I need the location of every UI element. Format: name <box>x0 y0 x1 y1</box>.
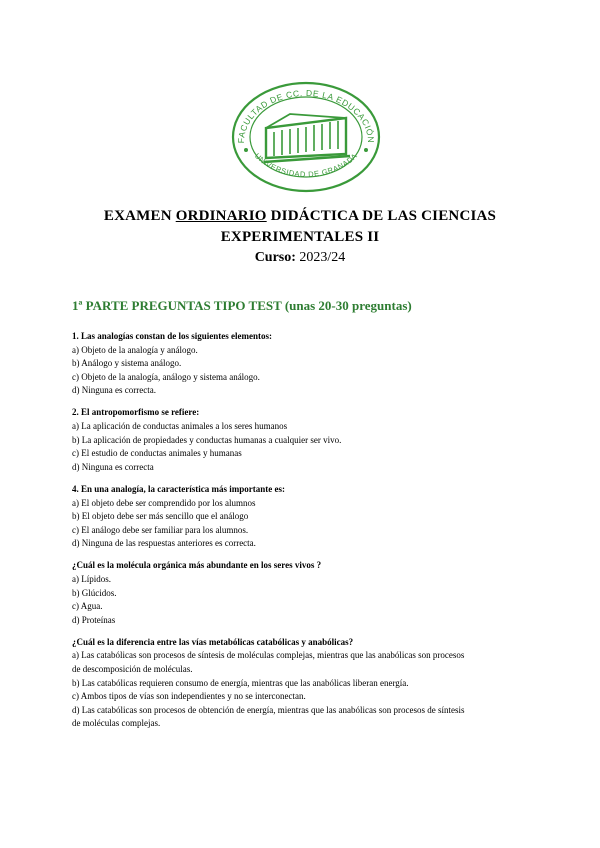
option-b: b) Las catabólicas requieren consumo de energía, mientras que las anabólicas liberan energía. <box>72 677 409 688</box>
question-molecule <box>72 559 472 627</box>
option-c: c) El estudio de conductas animales y humanas <box>72 448 242 459</box>
option-c: c) Objeto de la analogía, análogo y sistema análogo. <box>72 371 260 382</box>
option-a: a) Lípidos. <box>72 574 111 584</box>
question-title: 4. En una analogía, la característica más importante es: <box>72 483 285 494</box>
course-label: Curso: <box>254 250 296 265</box>
option-d: d) Proteínas <box>72 614 116 625</box>
question-metabolic <box>72 636 472 731</box>
faculty-seal-logo <box>230 80 382 194</box>
option-b: b) El objeto debe ser más sencillo que el análogo <box>72 511 249 522</box>
section-title: 1ª PARTE PREGUNTAS TIPO TEST (unas 20-30 preguntas) <box>72 298 412 313</box>
title-prefix: EXAMEN <box>103 208 176 224</box>
question-4 <box>72 483 472 551</box>
course-year <box>0 250 600 266</box>
question-title: 2. El antropomorfismo se refiere: <box>72 407 200 418</box>
option-c: c) El análogo debe ser familiar para los alumnos. <box>72 524 249 535</box>
question-list <box>72 330 472 740</box>
title-rest: DIDÁCTICA DE LAS CIENCIAS EXPERIMENTALES II <box>220 208 497 245</box>
course-value: 2023/24 <box>299 250 346 265</box>
question-title: ¿Cuál es la diferencia entre las vías metabólicas catabólicas y anabólicas? <box>72 636 354 647</box>
option-c: c) Agua. <box>72 601 103 612</box>
option-d: d) Las catabólicas son procesos de obtención de energía, mientras que las anabólicas son procesos de síntesis de moléculas complejas. <box>72 704 465 729</box>
option-a: a) La aplicación de conductas animales a los seres humanos <box>72 421 288 432</box>
option-b: b) Análogo y sistema análogo. <box>72 358 182 369</box>
seal-top-text: FACULTAD DE CC. DE LA EDUCACIÓN <box>235 87 377 144</box>
question-1 <box>72 330 472 398</box>
seal-bottom-text: UNIVERSIDAD DE GRANADA <box>252 151 360 179</box>
option-a: a) Objeto de la analogía y análogo. <box>72 344 198 355</box>
question-2 <box>72 406 472 474</box>
option-a: a) Las catabólicas son procesos de síntesis de moléculas complejas, mientras que las anabólicas son procesos de descomposición de moléculas. <box>72 650 465 675</box>
question-title: 1. Las analogías constan de los siguientes elementos: <box>72 331 273 341</box>
option-c: c) Ambos tipos de vías son independientes y no se interconectan. <box>72 691 306 702</box>
option-a: a) El objeto debe ser comprendido por los alumnos <box>72 497 256 508</box>
option-d: d) Ninguna es correcta. <box>72 385 156 396</box>
exam-title <box>60 206 540 248</box>
option-d: d) Ninguna es correcta <box>72 461 154 472</box>
title-underlined: ORDINARIO <box>175 208 267 224</box>
question-title: ¿Cuál es la molécula orgánica más abundante en los seres vivos ? <box>72 560 322 571</box>
option-d: d) Ninguna de las respuestas anteriores es correcta. <box>72 538 256 549</box>
option-b: b) Glúcidos. <box>72 587 117 598</box>
option-b: b) La aplicación de propiedades y conductas humanas a cualquier ser vivo. <box>72 434 342 445</box>
